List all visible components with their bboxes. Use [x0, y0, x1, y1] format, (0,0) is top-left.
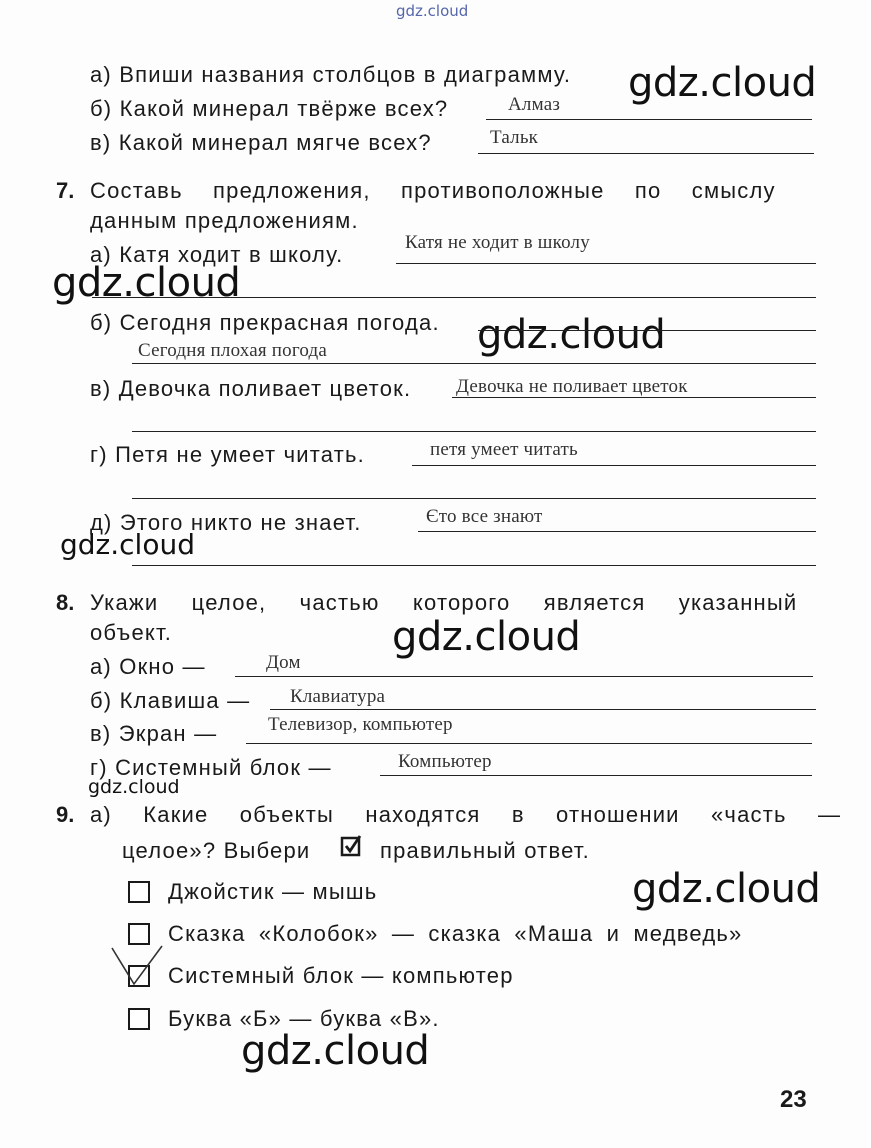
watermark: gdz.cloud: [392, 614, 581, 660]
option-label: Системный блок — компьютер: [168, 963, 514, 988]
task8-intro-2: объект.: [90, 620, 173, 645]
answer-line: [132, 431, 816, 432]
option-label: Буква «Б» — буква «В».: [168, 1006, 440, 1031]
task8-number: 8.: [56, 590, 75, 615]
option-checkbox[interactable]: [128, 923, 150, 945]
task8-item-b: б) Клавиша —: [90, 688, 251, 713]
task7-answer-c[interactable]: Девочка не поливает цветок: [456, 376, 688, 397]
task8-item-d: г) Системный блок —: [90, 755, 332, 780]
task9-question: а) Какие объекты находятся в отношении «часть —: [90, 802, 842, 827]
answer-line: [132, 363, 816, 364]
option-checkbox[interactable]: [128, 1008, 150, 1030]
task7-answer-e[interactable]: Єто все знают: [426, 506, 543, 527]
answer-line: [270, 709, 816, 710]
checkmark-box-icon: [340, 834, 364, 858]
task9-number: 9.: [56, 802, 75, 827]
task9-question-post: правильный ответ.: [380, 838, 590, 863]
watermark: gdz.cloud: [241, 1028, 430, 1074]
task7-intro-2: данным предложениям.: [90, 208, 359, 233]
answer-line: [132, 498, 816, 499]
answer-line: [396, 263, 816, 264]
option-label: Джойстик — мышь: [168, 879, 378, 904]
task7-item-e: д) Этого никто не знает.: [90, 510, 362, 535]
watermark: gdz.cloud: [477, 312, 666, 358]
task6-item-a: а) Впиши названия столбцов в диаграмму.: [90, 62, 572, 87]
task7-item-c: в) Девочка поливает цветок.: [90, 376, 412, 401]
option-checkbox[interactable]: [128, 881, 150, 903]
answer-line: [132, 565, 816, 566]
task8-answer-b[interactable]: Клавиатура: [290, 686, 386, 707]
answer-line: [380, 775, 812, 776]
task8-intro: Укажи целое, частью которого является указанный: [90, 590, 798, 615]
answer-line: [478, 153, 814, 154]
task8-item-a: а) Окно —: [90, 654, 206, 679]
answer-line: [246, 743, 812, 744]
watermark: gdz.cloud: [52, 260, 241, 306]
answer-line: [235, 676, 813, 677]
task6-answer-b[interactable]: Алмаз: [508, 94, 561, 115]
task7-intro: Составь предложения, противоположные по смыслу: [90, 178, 776, 203]
answer-line: [418, 531, 816, 532]
answer-line: [486, 119, 812, 120]
task6-item-b: б) Какой минерал твёрже всех?: [90, 96, 449, 121]
task7-item-d: г) Петя не умеет читать.: [90, 442, 365, 467]
answer-line: [92, 297, 816, 298]
task9-question-pre: целое»? Выбери: [122, 838, 311, 863]
watermark: gdz.cloud: [628, 60, 817, 106]
task6-item-c: в) Какой минерал мягче всех?: [90, 130, 432, 155]
task7-number: 7.: [56, 178, 75, 203]
task8-item-c: в) Экран —: [90, 721, 218, 746]
task7-answer-d[interactable]: петя умеет читать: [430, 439, 578, 460]
checkmark-icon: [110, 944, 166, 990]
task7-item-a: а) Катя ходит в школу.: [90, 242, 344, 267]
task7-answer-b[interactable]: Сегодня плохая погода: [138, 340, 328, 361]
task7-answer-a[interactable]: Катя не ходит в школу: [405, 232, 590, 253]
watermark: gdz.cloud: [632, 866, 821, 912]
task6-answer-c[interactable]: Тальк: [490, 127, 539, 148]
answer-line: [478, 330, 816, 331]
task8-answer-a[interactable]: Дом: [266, 652, 301, 673]
answer-line: [412, 465, 816, 466]
answer-line: [452, 397, 816, 398]
watermark: gdz.cloud: [88, 776, 180, 798]
watermark-top: gdz.cloud: [396, 2, 469, 20]
task8-answer-c[interactable]: Телевизор, компьютер: [268, 714, 453, 735]
option-label: Сказка «Колобок» — сказка «Маша и медведь»: [168, 921, 743, 946]
task7-item-b: б) Сегодня прекрасная погода.: [90, 310, 440, 335]
page-number: 23: [780, 1086, 807, 1113]
task8-answer-d[interactable]: Компьютер: [398, 751, 492, 772]
watermark: gdz.cloud: [60, 528, 195, 561]
